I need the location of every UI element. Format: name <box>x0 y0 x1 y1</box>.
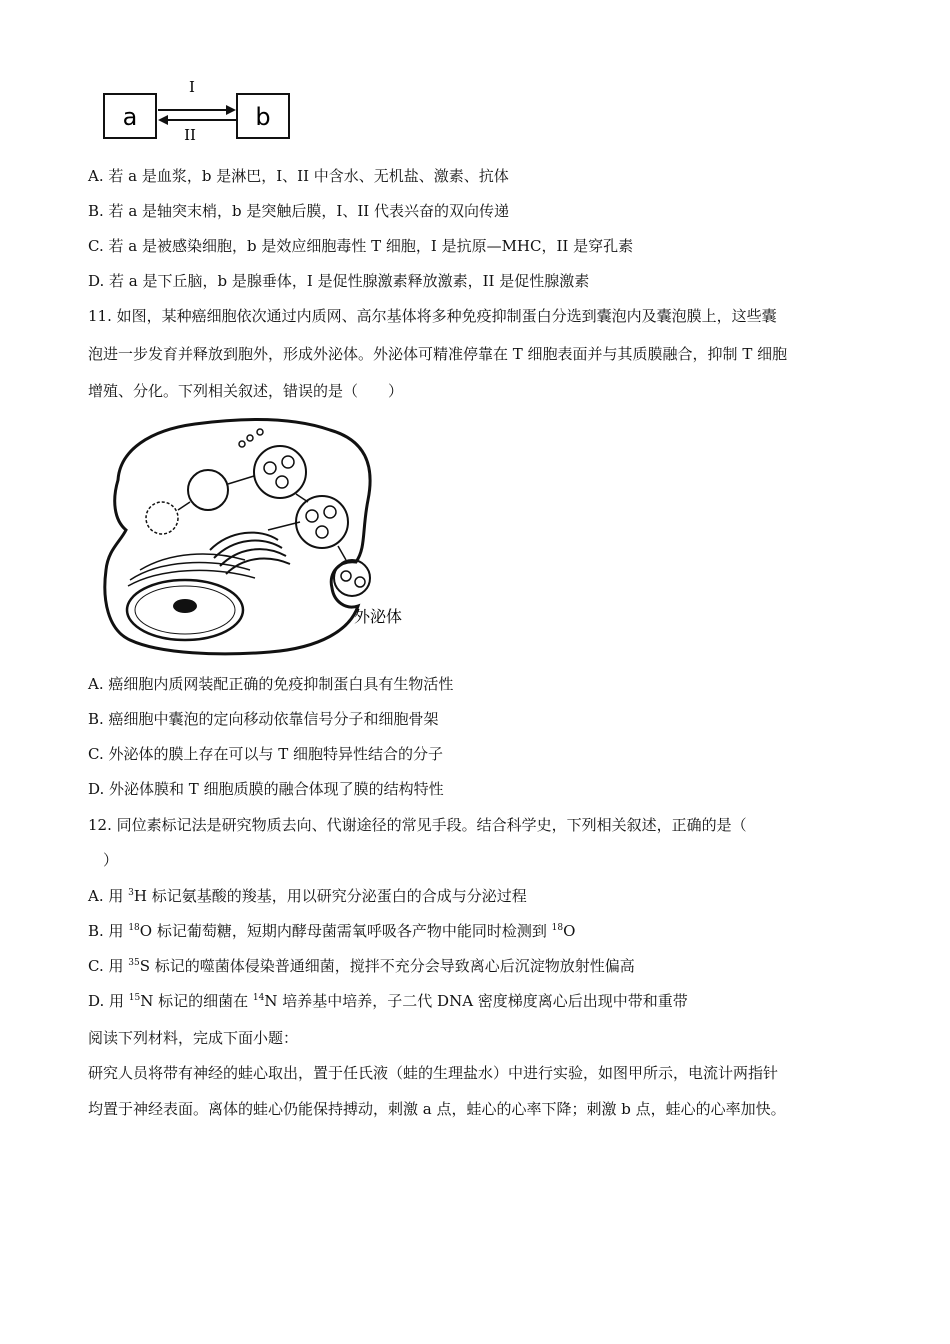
box-b-label: b <box>255 103 271 131</box>
q11-option-c: C. 外泌体的膜上存在可以与 T 细胞特异性结合的分子 <box>88 745 444 763</box>
q12-stem-line-1: 12. 同位素标记法是研究物质去向、代谢途径的常见手段。结合科学史，下列相关叙述，正确的是（ <box>88 816 747 834</box>
exosome-contents <box>341 571 365 587</box>
reading-line-1: 研究人员将带有神经的蛙心取出，置于任氏液（蛙的生理盐水）中进行实验，如图甲所示，电流计两指针 <box>88 1064 779 1082</box>
q12-option-d <box>88 991 688 1011</box>
golgi-apparatus <box>210 533 290 574</box>
q11-option-a: A. 癌细胞内质网装配正确的免疫抑制蛋白具有生物活性 <box>88 675 454 693</box>
q12-option-c <box>88 956 635 976</box>
q11-stem-line-2: 泡进一步发育并释放到胞外，形成外泌体。外泌体可精准停靠在 T 细胞表面并与其质膜融合，抑制 T 细胞 <box>88 345 788 363</box>
q11-stem-line-1: 11. 如图，某种癌细胞依次通过内质网、高尔基体将多种免疫抑制蛋白分选到囊泡内及囊泡膜上，这些囊 <box>88 307 777 325</box>
q12-option-b <box>88 921 575 941</box>
q12-b-mid: O 标记葡萄糖，短期内酵母菌需氧呼吸各产物中能同时检测到 <box>139 922 552 940</box>
q12-d-post: N 培养基中培养，子二代 DNA 密度梯度离心后出现中带和重带 <box>264 992 688 1010</box>
q12-option-a <box>88 886 527 906</box>
q11-option-b: B. 癌细胞中囊泡的定向移动依靠信号分子和细胞骨架 <box>88 710 439 728</box>
q10-option-c: C. 若 a 是被感染细胞，b 是效应细胞毒性 T 细胞，I 是抗原—MHC，II 是穿孔素 <box>88 237 634 255</box>
arrow-I-head <box>226 105 236 115</box>
vesicle-1 <box>146 502 178 534</box>
arrow-I-label: I <box>189 78 195 96</box>
q12-c-post: S 标记的噬菌体侵染普通细菌，搅拌不充分会导致离心后沉淀物放射性偏高 <box>139 957 635 975</box>
q10-option-b: B. 若 a 是轴突末梢，b 是突触后膜，I、II 代表兴奋的双向传递 <box>88 202 509 220</box>
exosome-label: 外泌体 <box>354 607 403 626</box>
q12-d-sup2: 14 <box>252 993 265 1003</box>
q12-a-pre: A. 用 <box>88 887 129 905</box>
reading-intro: 阅读下列材料，完成下面小题： <box>88 1029 299 1047</box>
q12-a-post: H 标记氨基酸的羧基，用以研究分泌蛋白的合成与分泌过程 <box>133 887 527 905</box>
multivesicular-body-2 <box>296 496 348 548</box>
q10-option-d: D. 若 a 是下丘脑，b 是腺垂体，I 是促性腺激素释放激素，II 是促性腺激素 <box>88 272 590 290</box>
cell-membrane <box>105 419 370 653</box>
cancer-cell-exosome-figure <box>100 410 430 660</box>
q12-b-sup1: 18 <box>128 923 140 933</box>
q12-b-sup2: 18 <box>551 923 564 933</box>
q12-d-pre: D. 用 <box>88 992 129 1010</box>
q12-b-post: O <box>563 922 576 940</box>
q12-c-sup: 35 <box>128 958 140 968</box>
arrow-II-head <box>158 115 168 125</box>
q12-a-sup: 3 <box>128 888 134 898</box>
box-a-label: a <box>122 103 138 131</box>
nucleolus <box>173 599 197 613</box>
q12-b-pre: B. 用 <box>88 922 129 940</box>
a-b-arrow-diagram <box>100 72 300 144</box>
q12-c-pre: C. 用 <box>88 957 129 975</box>
arrow-II-label: II <box>184 126 196 144</box>
multivesicular-body-1 <box>254 446 306 498</box>
inner-vesicles <box>239 429 336 538</box>
vesicle-2 <box>188 470 228 510</box>
q11-stem-line-3: 增殖、分化。下列相关叙述，错误的是（ ） <box>88 382 404 400</box>
q12-d-sup1: 15 <box>128 993 141 1003</box>
exosome-bud <box>334 560 370 596</box>
reading-line-2: 均置于神经表面。离体的蛙心仍能保持搏动，刺激 a 点，蛙心的心率下降；刺激 b 点，蛙心的心率加快。 <box>88 1100 786 1118</box>
q12-d-mid: N 标记的细菌在 <box>140 992 253 1010</box>
q11-option-d: D. 外泌体膜和 T 细胞质膜的融合体现了膜的结构特性 <box>88 780 444 798</box>
q10-option-a: A. 若 a 是血浆，b 是淋巴，I、II 中含水、无机盐、激素、抗体 <box>88 167 509 185</box>
q12-stem-line-2: ） <box>88 851 119 869</box>
